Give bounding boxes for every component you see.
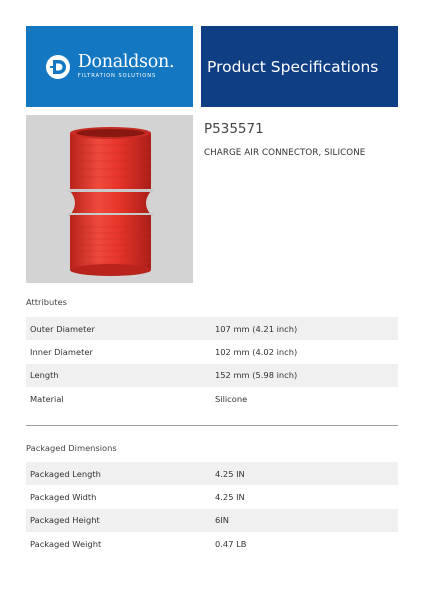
attribute-value: 102 mm (4.02 inch) — [215, 347, 298, 358]
attribute-value: 152 mm (5.98 inch) — [215, 370, 298, 381]
table-row — [26, 317, 398, 340]
attribute-value: 107 mm (4.21 inch) — [215, 323, 298, 334]
attributes-table — [26, 317, 398, 411]
packaged-label: Packaged Height — [30, 515, 100, 526]
table-row — [26, 509, 398, 532]
packaged-label: Packaged Width — [30, 492, 97, 503]
table-row — [26, 364, 398, 387]
packaged-value: 0.47 LB — [215, 538, 247, 549]
silicone-hose-photo-icon — [26, 115, 193, 283]
part-number: P535571 — [204, 121, 264, 137]
attribute-label: Inner Diameter — [30, 347, 93, 358]
packaged-label: Packaged Weight — [30, 538, 102, 549]
packaged-dimensions-table — [26, 462, 398, 556]
packaged-label: Packaged Length — [30, 468, 101, 479]
packaged-value: 4.25 IN — [215, 468, 245, 479]
donaldson-logo-icon — [45, 54, 71, 80]
packaged-value: 6IN — [215, 515, 229, 526]
section-divider — [26, 425, 398, 426]
page-title-banner — [201, 26, 398, 107]
brand-logo — [26, 26, 193, 107]
attribute-label: Material — [30, 393, 64, 404]
table-row — [26, 532, 398, 555]
part-description: CHARGE AIR CONNECTOR, SILICONE — [204, 148, 366, 158]
table-row — [26, 387, 398, 410]
table-row — [26, 462, 398, 485]
table-row — [26, 485, 398, 508]
packaged-dimensions-heading: Packaged Dimensions — [26, 443, 117, 453]
product-image — [26, 115, 193, 283]
attribute-label: Length — [30, 370, 59, 381]
packaged-value: 4.25 IN — [215, 492, 245, 503]
attribute-value: Silicone — [215, 393, 248, 404]
table-row — [26, 340, 398, 363]
attributes-heading: Attributes — [26, 297, 67, 307]
attribute-label: Outer Diameter — [30, 323, 95, 334]
brand-name: Donaldson. — [77, 52, 175, 72]
brand-tagline: FILTRATION SOLUTIONS — [77, 73, 157, 79]
page-title: Product Specifications — [207, 57, 379, 76]
